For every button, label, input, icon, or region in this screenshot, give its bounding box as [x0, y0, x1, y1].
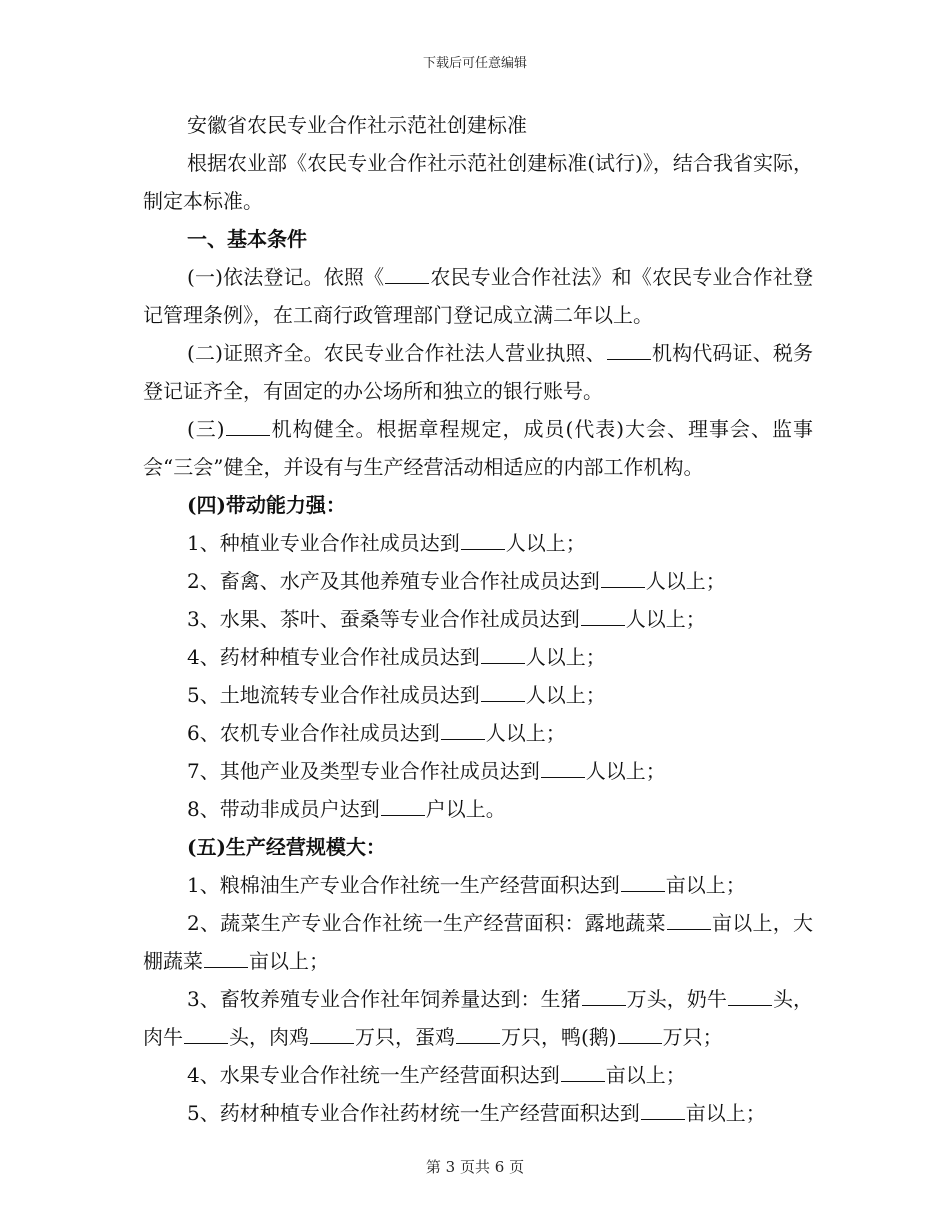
section-heading [143, 486, 813, 524]
fill-in-blank [226, 417, 270, 436]
page-footer: 第 3 页共 6 页 [425, 1158, 525, 1176]
paragraph-text: 安徽省农民专业合作社示范社创建标准 [187, 113, 527, 137]
fill-in-blank [204, 949, 248, 968]
section-heading [143, 220, 813, 258]
paragraph [143, 410, 813, 486]
paragraph-text: 亩以上，大棚蔬菜 [143, 911, 814, 973]
fill-in-blank [621, 873, 665, 892]
fill-in-blank [385, 265, 429, 284]
paragraph [143, 524, 813, 562]
paragraph-text: 5、药材种植专业合作社药材统一生产经营面积达到 [187, 1101, 640, 1125]
paragraph-text: 4、药材种植专业合作社成员达到 [187, 645, 480, 669]
paragraph-text: 亩以上； [249, 949, 329, 973]
paragraph-text: 3、畜牧养殖专业合作社年饲养量达到：生猪 [187, 987, 581, 1011]
fill-in-blank [310, 1025, 354, 1044]
paragraph-text: 万头，奶牛 [626, 987, 727, 1011]
paragraph [143, 676, 813, 714]
paragraph-text: 2、畜禽、水产及其他养殖专业合作社成员达到 [187, 569, 600, 593]
paragraph-text: (一)依法登记。依照《 [187, 265, 385, 289]
paragraph [143, 1056, 813, 1094]
paragraph-text: 人以上； [585, 759, 666, 783]
fill-in-blank [456, 1025, 500, 1044]
fill-in-blank [582, 987, 626, 1006]
paragraph [143, 144, 813, 220]
paragraph-text: 3、水果、茶叶、蚕桑等专业合作社成员达到 [187, 607, 580, 631]
paragraph-text: 人以上； [505, 531, 586, 555]
fill-in-blank [381, 797, 425, 816]
fill-in-blank [641, 1101, 685, 1120]
paragraph-text: 头，肉鸡 [229, 1025, 309, 1049]
paragraph-text: 人以上； [485, 721, 566, 745]
paragraph-text: (五)生产经营规模大： [187, 835, 386, 859]
paragraph-text: 人以上； [645, 569, 726, 593]
paragraph-text: 2、蔬菜生产专业合作社统一生产经营面积：露地蔬菜 [187, 911, 666, 935]
fill-in-blank [607, 341, 651, 360]
paragraph-text: 人以上； [525, 683, 606, 707]
paragraph-text: 亩以上； [665, 873, 746, 897]
paragraph [143, 904, 813, 980]
document-body [143, 106, 813, 1132]
paragraph-text: (二)证照齐全。农民专业合作社法人营业执照、 [187, 341, 606, 365]
paragraph-text: (四)带动能力强： [187, 493, 346, 517]
paragraph-text: (三) [187, 417, 225, 441]
page-header: 下载后可任意编辑 [422, 56, 527, 71]
paragraph [143, 752, 813, 790]
paragraph-text: 1、粮棉油生产专业合作社统一生产经营面积达到 [187, 873, 620, 897]
paragraph-text: 人以上； [525, 645, 606, 669]
paragraph-text: 8、带动非成员户达到 [187, 797, 380, 821]
paragraph-text: 亩以上； [605, 1063, 686, 1087]
paragraph-text: 亩以上； [685, 1101, 766, 1125]
paragraph-text: 6、农机专业合作社成员达到 [187, 721, 440, 745]
paragraph-text: 万只； [662, 1025, 723, 1049]
paragraph-text: 万只，鸭(鹅) [501, 1025, 617, 1049]
paragraph-text: 万只，蛋鸡 [355, 1025, 455, 1049]
paragraph [143, 258, 813, 334]
paragraph-text: 农民专业合作社法》和《农民专业合作社登记管理条例》，在工商行政管理部门登记成立满二年以上。 [143, 265, 813, 327]
fill-in-blank [461, 531, 505, 550]
fill-in-blank [618, 1025, 662, 1044]
fill-in-blank [481, 683, 525, 702]
paragraph-text: 一、基本条件 [187, 227, 307, 251]
paragraph [143, 980, 813, 1056]
fill-in-blank [541, 759, 585, 778]
paragraph-text: 机构健全。根据章程规定，成员(代表)大会、理事会、监事会“三会”健全，并设有与生产经营活动相适应的内部工作机构。 [143, 417, 813, 479]
paragraph [143, 562, 813, 600]
fill-in-blank [728, 987, 772, 1006]
paragraph [143, 1094, 813, 1132]
paragraph-text: 7、其他产业及类型专业合作社成员达到 [187, 759, 540, 783]
paragraph-text: 人以上； [625, 607, 706, 631]
fill-in-blank [581, 607, 625, 626]
paragraph-text: 头，肉牛 [143, 987, 814, 1049]
fill-in-blank [667, 911, 711, 930]
fill-in-blank [441, 721, 485, 740]
fill-in-blank [561, 1063, 605, 1082]
fill-in-blank [184, 1025, 228, 1044]
paragraph [143, 638, 813, 676]
fill-in-blank [601, 569, 645, 588]
paragraph [143, 714, 813, 752]
paragraph-text: 户以上。 [425, 797, 506, 821]
paragraph-text: 4、水果专业合作社统一生产经营面积达到 [187, 1063, 560, 1087]
paragraph [143, 334, 813, 410]
fill-in-blank [481, 645, 525, 664]
paragraph [143, 866, 813, 904]
paragraph-text: 1、种植业专业合作社成员达到 [187, 531, 460, 555]
paragraph [143, 790, 813, 828]
paragraph-text: 根据农业部《农民专业合作社示范社创建标准(试行)》，结合我省实际，制定本标准。 [143, 151, 813, 213]
paragraph-text: 机构代码证、税务登记证齐全，有固定的办公场所和独立的银行账号。 [143, 341, 813, 403]
paragraph [143, 600, 813, 638]
paragraph-text: 5、土地流转专业合作社成员达到 [187, 683, 480, 707]
section-heading [143, 828, 813, 866]
paragraph [143, 106, 813, 144]
